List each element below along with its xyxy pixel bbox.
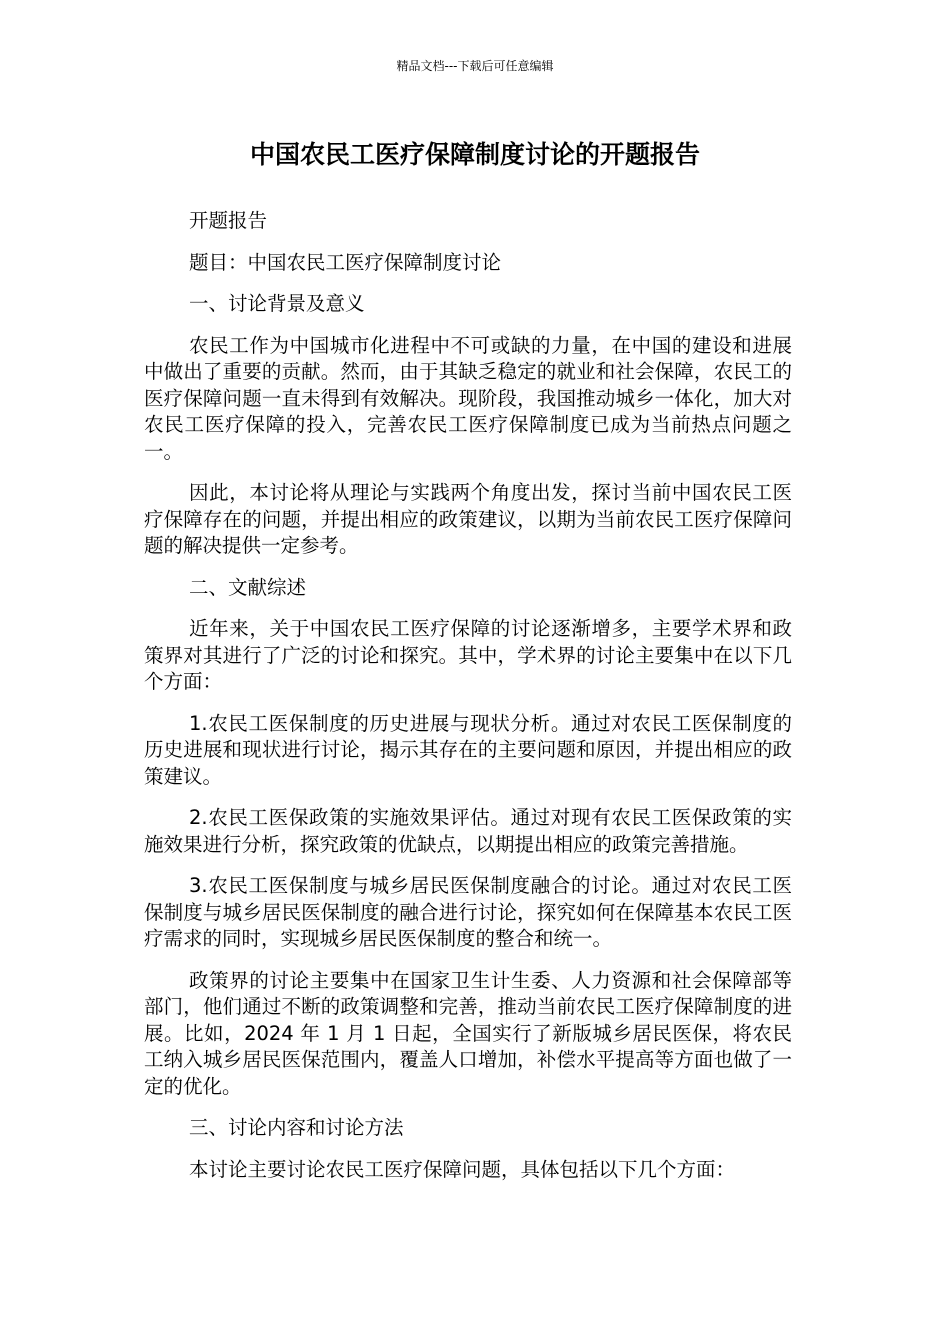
paragraph-literature-item-3: 3.农民工医保制度与城乡居民医保制度融合的讨论。通过对农民工医保制度与城乡居民医保制度的融合进行讨论，探究如何在保障基本农民工医疗需求的同时，实现城乡居民医保制度的整合和统一。 [144,874,792,950]
paragraph-literature-item-2: 2.农民工医保政策的实施效果评估。通过对现有农民工医保政策的实施效果进行分析，探究政策的优缺点，以期提出相应的政策完善措施。 [144,806,792,856]
section-heading-literature: 二、文献综述 [189,575,307,599]
document-body [144,208,792,1198]
paragraph-literature-intro: 近年来，关于中国农民工医疗保障的讨论逐渐增多，主要学术界和政策界对其进行了广泛的讨论和探究。其中，学术界的讨论主要集中在以下几个方面： [144,617,792,693]
paragraph-content-intro: 本讨论主要讨论农民工医疗保障问题，具体包括以下几个方面： [189,1157,736,1181]
section-heading-content-method: 三、讨论内容和讨论方法 [189,1116,404,1139]
document-title: 中国农民工医疗保障制度讨论的开题报告 [249,140,700,169]
section-heading-background: 一、讨论背景及意义 [189,292,365,315]
paragraph-policy: 政策界的讨论主要集中在国家卫生计生委、人力资源和社会保障部等部门，他们通过不断的政策调整和完善，推动当前农民工医疗保障制度的进展。比如，2024 年 1 月 1 日起，全国实行了新版城乡居民医保，将农民工纳入城乡居民医保范围内，覆盖人口增加，补偿水平提高等方面也做了一定的优化。 [144,968,792,1098]
paragraph-background-1: 农民工作为中国城市化进程中不可或缺的力量，在中国的建设和进展中做出了重要的贡献。然而，由于其缺乏稳定的就业和社会保障，农民工的医疗保障问题一直未得到有效解决。现阶段，我国推动城乡一体化，加大对农民工医疗保障的投入，完善农民工医疗保障制度已成为当前热点问题之一。 [144,333,792,463]
paragraph-background-2: 因此，本讨论将从理论与实践两个角度出发，探讨当前中国农民工医疗保障存在的问题，并提出相应的政策建议，以期为当前农民工医疗保障问题的解决提供一定参考。 [144,481,792,557]
paragraph-report-label: 开题报告 [189,209,268,232]
page-header-note: 精品文档---下载后可任意编辑 [396,59,554,73]
paragraph-literature-item-1: 1.农民工医保制度的历史进展与现状分析。通过对农民工医保制度的历史进展和现状进行讨论，揭示其存在的主要问题和原因，并提出相应的政策建议。 [144,711,792,788]
paragraph-topic: 题目：中国农民工医疗保障制度讨论 [189,250,502,274]
